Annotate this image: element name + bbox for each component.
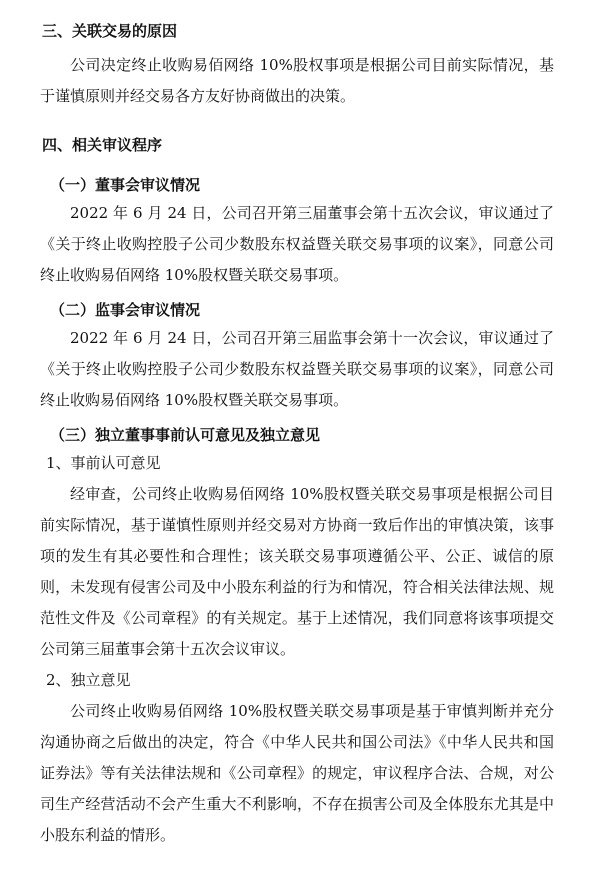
section-3-body: 公司决定终止收购易佰网络 10%股权事项是根据公司目前实际情况，基于谨慎原则并经交易各方友好协商做出的决策。 — [40, 56, 554, 105]
prior-approval-body: 经审查，公司终止收购易佰网络 10%股权暨关联交易事项是根据公司目前实际情况，基于谨慎性原则并经交易对方协商一致后作出的审慎决策，该事项的发生有其必要性和合理性；该关联交易事项遵循公平、公正、诚信的原则，未发现有侵害公司及中小股东利益的行为和情况，符合相关法律法规、规范性文件及《公司章程》的有关规定。基于上述情况，我们同意将该事项提交公司第三届董事会第十五次会议审议。 — [40, 485, 554, 658]
independent-opinion-title: 2、独立意见 — [46, 671, 131, 689]
board-review-heading: （一）董事会审议情况 — [50, 176, 201, 194]
board-review-body: 2022 年 6 月 24 日，公司召开第三届董事会第十五次会议，审议通过了《关于终止收购控股子公司少数股东权益暨关联交易事项的议案》，同意公司终止收购易佰网络 10%股权暨关联交易事项。 — [40, 204, 554, 284]
prior-approval-title: 1、事前认可意见 — [46, 454, 161, 472]
section-3-heading: 三、关联交易的原因 — [42, 22, 178, 40]
independent-opinion-body: 公司终止收购易佰网络 10%股权暨关联交易事项是基于审慎判断并充分沟通协商之后做出的决定，符合《中华人民共和国公司法》《中华人民共和国证券法》等有关法律法规和《公司章程》的规定，审议程序合法、合规，对公司生产经营活动不会产生重大不利影响，不存在损害公司及全体股东尤其是中小股东利益的情形。 — [40, 702, 554, 844]
supervisors-review-heading: （二）监事会审议情况 — [50, 301, 201, 319]
independent-directors-heading: （三）独立董事事前认可意见及独立意见 — [50, 426, 321, 444]
section-4-heading: 四、相关审议程序 — [42, 136, 163, 154]
supervisors-review-body: 2022 年 6 月 24 日，公司召开第三届监事会第十一次会议，审议通过了《关于终止收购控股子公司少数股东权益暨关联交易事项的议案》，同意公司终止收购易佰网络 10%股权暨关联交易事项。 — [40, 329, 554, 409]
